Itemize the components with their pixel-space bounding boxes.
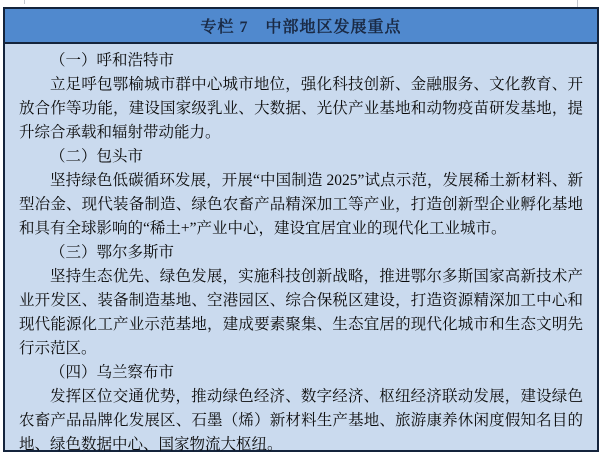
section-text-ordos: 坚持生态优先、绿色发展，实施科技创新战略，推进鄂尔多斯国家高新技术产业开发区、装备制造基地、空港园区、综合保税区建设，打造资源精深加工中心和现代能源化工产业示范基地，建成要素聚集、生态宜居的现代化城市和生态文明先行示范区。 [19,268,583,357]
section-ulanqab [19,361,583,457]
column-box-panel [3,7,599,452]
section-text-baotou: 坚持绿色低碳循环发展，开展“中国制造 2025”试点示范，发展稀土新材料、新型冶金、现代装备制造、绿色农畜产品精深加工等产业，打造创新型企业孵化基地和具有全球影响的“稀土+”产业中心，建设宜居宜业的现代化工业城市。 [19,172,583,237]
section-ordos [19,241,583,361]
section-heading-ordos: （三）鄂尔多斯市 [50,244,175,261]
page-artifact-tick [24,0,25,4]
section-baotou [19,145,583,241]
panel-body [5,44,597,461]
section-text-ulanqab: 发挥区位交通优势，推动绿色经济、数字经济、枢纽经济联动发展，建设绿色农畜产品品牌化发展区、石墨（烯）新材料生产基地、旅游康养休闲度假知名目的地、绿色数据中心、国家物流大枢纽。 [19,388,583,453]
panel-title: 专栏 7 中部地区发展重点 [200,19,402,36]
section-hohhot [19,49,583,145]
panel-header [5,9,597,44]
section-heading-baotou: （二）包头市 [50,148,144,165]
section-heading-hohhot: （一）呼和浩特市 [50,52,175,69]
section-text-hohhot: 立足呼包鄂榆城市群中心城市地位，强化科技创新、金融服务、文化教育、开放合作等功能，建设国家级乳业、大数据、光伏产业基地和动物疫苗研发基地，提升综合承载和辐射带动能力。 [19,76,583,141]
section-heading-ulanqab: （四）乌兰察布市 [50,364,175,381]
page-artifact-tick [577,0,578,7]
